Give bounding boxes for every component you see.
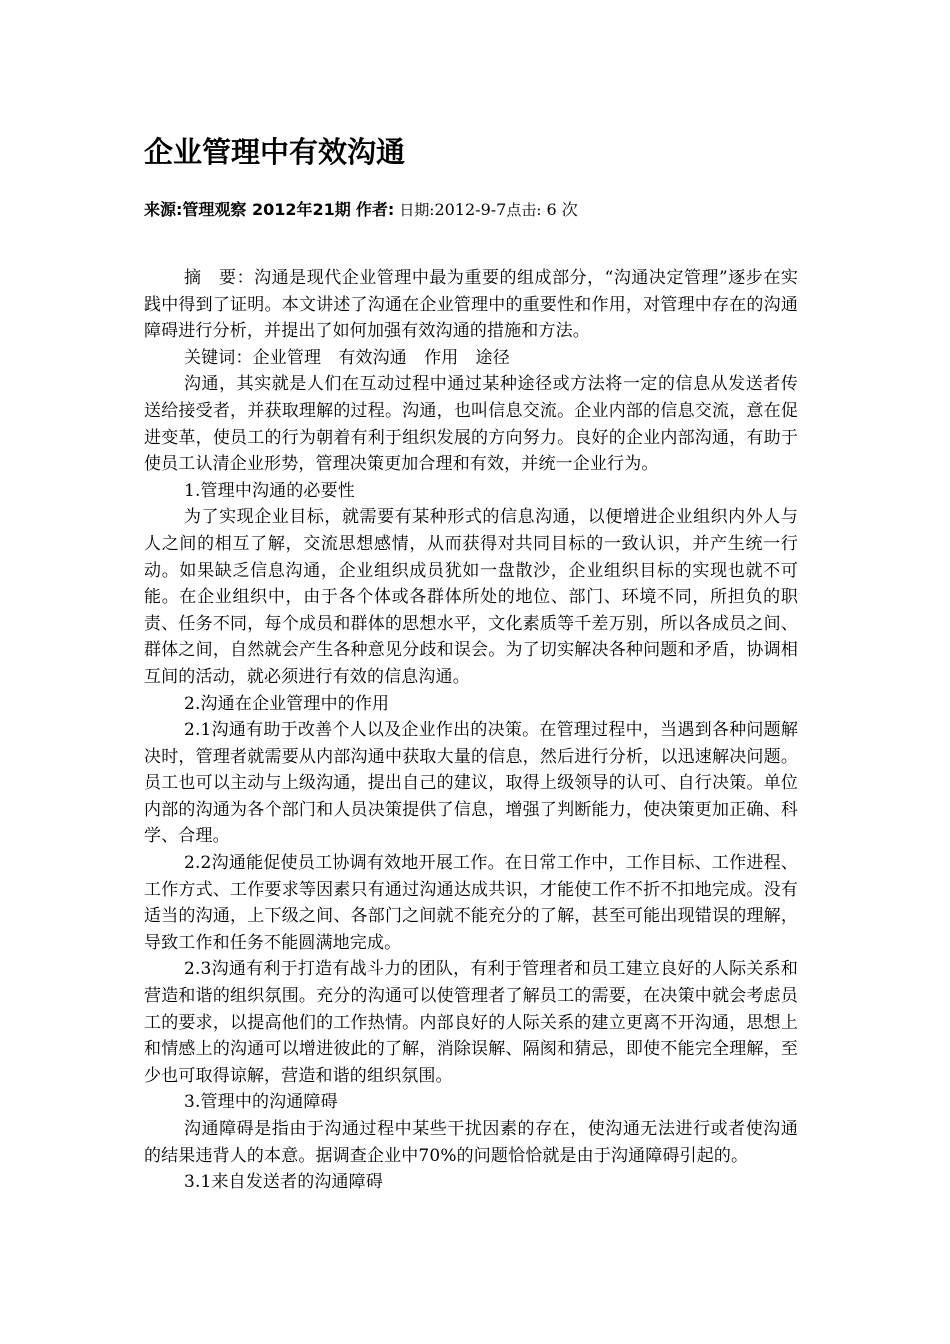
date-label: 日期: [399, 201, 435, 219]
section-heading-3: 3.管理中的沟通障碍 [184, 1092, 338, 1113]
date-value: 2012-9-7 [434, 200, 507, 219]
body-paragraph: 2.1沟通有助于改善个人以及企业作出的决策。在管理过程中，当遇到各种问题解决时，管理者就需要从内部沟通中获取大量的信息，然后进行分析，以迅速解决问题。员工也可以主动与上级沟通，提出自己的建议，取得上级领导的认可、自行决策。单位内部的沟通为各个部门和人员决策提供了信息，增强了判断能力，使决策更加正确、科学、合理。 [144, 720, 798, 847]
section-heading-1: 1.管理中沟通的必要性 [184, 480, 355, 501]
keywords-paragraph: 关键词：企业管理 有效沟通 作用 途径 [184, 347, 510, 368]
abstract-paragraph: 摘 要：沟通是现代企业管理中最为重要的组成部分，“沟通决定管理”逐步在实践中得到了证明。本文讲述了沟通在企业管理中的重要性和作用，对管理中存在的沟通障碍进行分析，并提出了如何加强有效沟通的措施和方法。 [144, 268, 798, 342]
subsection-heading: 3.1来自发送者的沟通障碍 [184, 1172, 383, 1193]
article-meta [144, 198, 578, 222]
source-value: 管理观察 2012年21期 [182, 200, 351, 219]
body-paragraph: 2.3沟通有利于打造有战斗力的团队，有利于管理者和员工建立良好的人际关系和营造和谐的组织氛围。充分的沟通可以使管理者了解员工的需要，在决策中就会考虑员工的要求，以提高他们的工作热情。内部良好的人际关系的建立更离不开沟通，思想上和情感上的沟通可以增进彼此的了解，消除误解、隔阂和猜忌，即使不能完全理解，至少也可取得谅解，营造和谐的组织氛围。 [144, 959, 798, 1086]
intro-paragraph: 沟通，其实就是人们在互动过程中通过某种途径或方法将一定的信息从发送者传送给接受者，并获取理解的过程。沟通，也叫信息交流。企业内部的信息交流，意在促进变革，使员工的行为朝着有利于组织发展的方向努力。良好的企业内部沟通，有助于使员工认清企业形势，管理决策更加合理和有效，并统一企业行为。 [144, 374, 798, 475]
article-title: 企业管理中有效沟通 [144, 135, 406, 169]
body-paragraph: 沟通障碍是指由于沟通过程中某些干扰因素的存在，使沟通无法进行或者使沟通的结果违背人的本意。据调查企业中70%的问题恰恰就是由于沟通障碍引起的。 [144, 1119, 798, 1166]
body-paragraph: 2.2沟通能促使员工协调有效地开展工作。在日常工作中，工作目标、工作进程、工作方式、工作要求等因素只有通过沟通达成共识，才能使工作不折不扣地完成。没有适当的沟通，上下级之间、各部门之间就不能充分的了解，甚至可能出现错误的理解，导致工作和任务不能圆满地完成。 [144, 853, 798, 953]
body-paragraph: 为了实现企业目标，就需要有某种形式的信息沟通，以便增进企业组织内外人与人之间的相互了解，交流思想感情，从而获得对共同目标的一致认识，并产生统一行动。如果缺乏信息沟通，企业组织成员犹如一盘散沙，企业组织目标的实现也就不可能。在企业组织中，由于各个体或各群体所处的地位、部门、环境不同，所担负的职责、任务不同，每个成员和群体的思想水平，文化素质等千差万别，所以各成员之间、群体之间，自然就会产生各种意见分歧和误会。为了切实解决各种问题和矛盾，协调相互间的活动，就必须进行有效的信息沟通。 [144, 507, 798, 687]
section-heading-2: 2.沟通在企业管理中的作用 [184, 693, 390, 714]
clicks-value: 6 次 [546, 200, 578, 219]
article-body [144, 265, 798, 1196]
author-label: 作者: [355, 200, 395, 219]
clicks-label: 点击: [506, 201, 542, 219]
source-label: 来源: [144, 200, 183, 219]
